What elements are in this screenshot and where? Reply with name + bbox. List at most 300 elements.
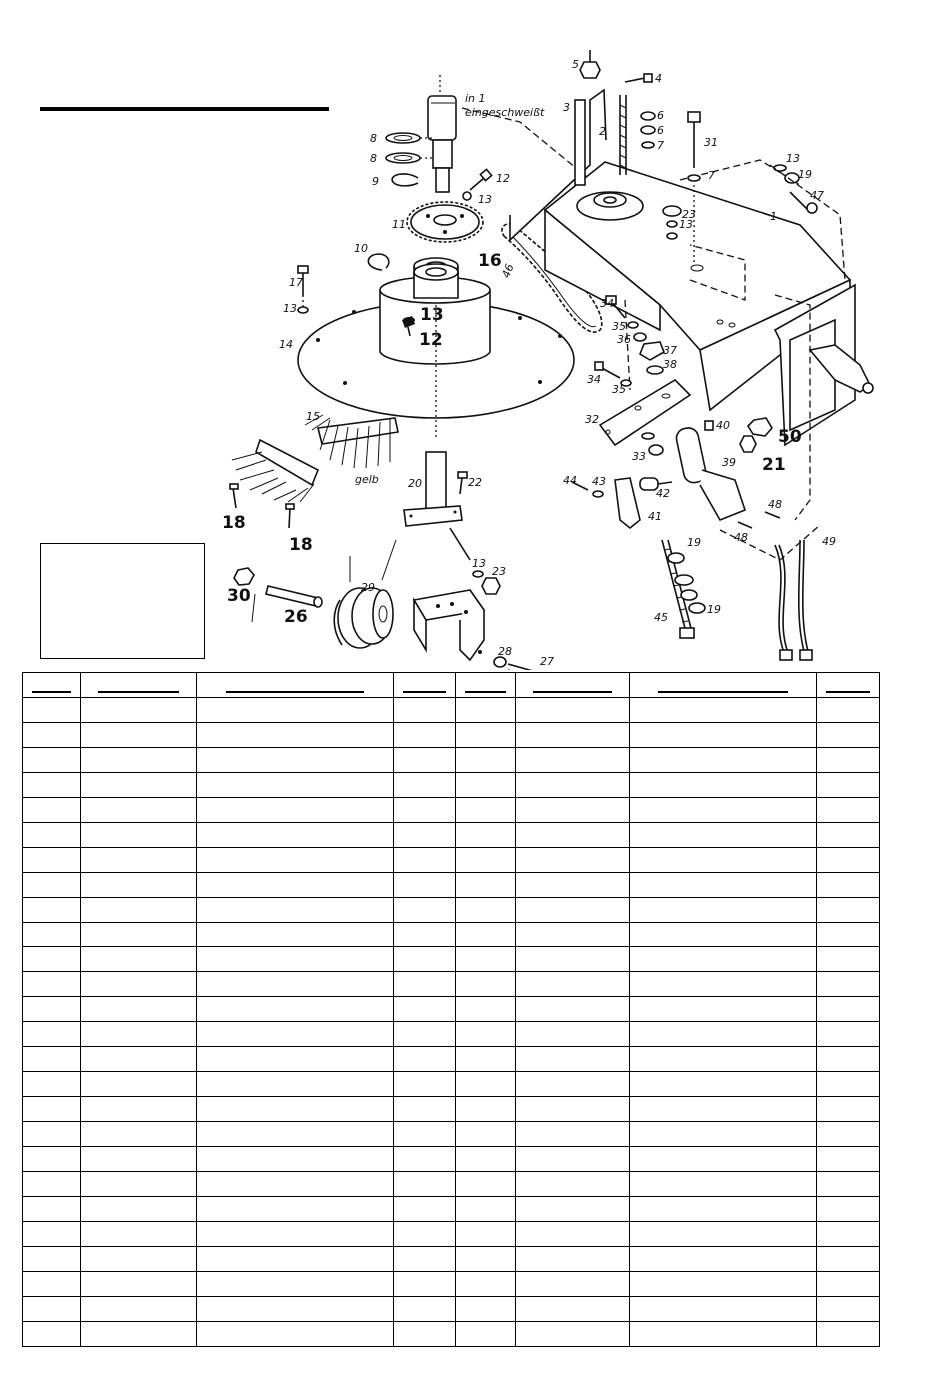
table-cell: [81, 747, 197, 772]
support-roller: [234, 540, 396, 648]
table-cell: [630, 1122, 817, 1147]
table-cell: [197, 1022, 394, 1047]
table-cell: [394, 722, 456, 747]
table-cell: [23, 772, 81, 797]
table-cell: [630, 1072, 817, 1097]
table-cell: [197, 1172, 394, 1197]
table-cell: [630, 1221, 817, 1246]
table-cell: [197, 1321, 394, 1346]
part-label: 29: [361, 581, 375, 594]
table-cell: [630, 772, 817, 797]
part-label: 19: [798, 168, 812, 181]
table-cell: [81, 897, 197, 922]
table-cell: [516, 1197, 630, 1222]
part-label: 19: [687, 536, 701, 549]
table-cell: [817, 822, 880, 847]
parts-list-table: [22, 672, 880, 1347]
table-cell: [516, 1221, 630, 1246]
table-cell: [516, 947, 630, 972]
table-cell: [456, 797, 516, 822]
part-label: 27: [540, 655, 554, 668]
table-cell: [394, 1221, 456, 1246]
table-cell: [456, 997, 516, 1022]
part-label: 7: [657, 139, 664, 152]
table-cell: [630, 797, 817, 822]
table-cell: [197, 947, 394, 972]
table-cell: [23, 1122, 81, 1147]
table-header-cell: [456, 673, 516, 698]
table-cell: [81, 1047, 197, 1072]
table-row: [23, 1321, 880, 1346]
table-row: [23, 1296, 880, 1321]
table-cell: [516, 797, 630, 822]
table-cell: [456, 872, 516, 897]
table-cell: [630, 847, 817, 872]
table-row: [23, 1097, 880, 1122]
table-header-cell: [817, 673, 880, 698]
table-cell: [81, 1271, 197, 1296]
table-cell: [630, 1047, 817, 1072]
table-row: [23, 1221, 880, 1246]
table-cell: [456, 747, 516, 772]
table-cell: [456, 847, 516, 872]
part-label: 41: [648, 510, 662, 523]
part-label: 37: [663, 344, 677, 357]
table-row: [23, 1072, 880, 1097]
part-label: 3: [563, 101, 570, 114]
part-label: 9: [372, 175, 379, 188]
annotation-in-1: in 1: [465, 92, 486, 105]
table-cell: [23, 1296, 81, 1321]
table-cell: [81, 1321, 197, 1346]
table-cell: [456, 1047, 516, 1072]
table-row: [23, 1122, 880, 1147]
table-cell: [81, 847, 197, 872]
header-rule: [98, 691, 179, 693]
part-label: 16: [478, 251, 502, 271]
table-cell: [23, 1221, 81, 1246]
table-cell: [197, 972, 394, 997]
table-cell: [197, 1246, 394, 1271]
table-cell: [81, 1221, 197, 1246]
table-cell: [817, 1246, 880, 1271]
part-label: 28: [498, 645, 512, 658]
table-cell: [23, 1097, 81, 1122]
table-row: [23, 822, 880, 847]
table-header-cell: [81, 673, 197, 698]
parts-table-body: [23, 673, 880, 1347]
part-label: 17: [289, 276, 303, 289]
part-label: 23: [492, 565, 506, 578]
part-label: 6: [657, 124, 664, 137]
table-cell: [516, 997, 630, 1022]
table-row: [23, 897, 880, 922]
part-label: 39: [722, 456, 736, 469]
table-row: [23, 847, 880, 872]
table-cell: [630, 972, 817, 997]
table-cell: [23, 822, 81, 847]
table-cell: [197, 847, 394, 872]
part-label: 31: [704, 136, 718, 149]
table-cell: [81, 1022, 197, 1047]
table-cell: [197, 997, 394, 1022]
part-label: 13: [472, 557, 486, 570]
table-cell: [197, 797, 394, 822]
table-cell: [516, 1172, 630, 1197]
table-cell: [394, 1047, 456, 1072]
part-label: 48: [768, 498, 782, 511]
part-label: 30: [227, 586, 251, 606]
table-cell: [817, 772, 880, 797]
table-row: [23, 697, 880, 722]
table-cell: [197, 1296, 394, 1321]
table-cell: [197, 1221, 394, 1246]
circlip: [368, 254, 388, 270]
table-cell: [394, 1022, 456, 1047]
part-label: 20: [408, 477, 422, 490]
table-cell: [456, 1271, 516, 1296]
table-cell: [197, 1122, 394, 1147]
mounting-post: [404, 452, 500, 594]
table-cell: [81, 797, 197, 822]
table-cell: [516, 697, 630, 722]
table-row: [23, 1197, 880, 1222]
annotation-welded: eingeschweißt: [465, 106, 545, 119]
table-cell: [394, 972, 456, 997]
height-adjust-bracket: [572, 478, 705, 638]
part-label: 18: [222, 513, 246, 533]
table-cell: [23, 872, 81, 897]
table-header-cell: [630, 673, 817, 698]
part-label: 13: [478, 193, 492, 206]
table-cell: [23, 1022, 81, 1047]
table-cell: [817, 947, 880, 972]
table-cell: [456, 1172, 516, 1197]
table-cell: [197, 1097, 394, 1122]
part-label: 21: [762, 455, 786, 475]
table-cell: [197, 722, 394, 747]
part-label: 4: [655, 72, 662, 85]
table-cell: [817, 1072, 880, 1097]
table-row: [23, 997, 880, 1022]
shaft-assembly: [386, 75, 456, 192]
table-cell: [394, 1172, 456, 1197]
table-cell: [81, 1172, 197, 1197]
header-rule: [533, 691, 612, 693]
part-label: 26: [284, 607, 308, 627]
table-cell: [630, 1022, 817, 1047]
table-cell: [630, 747, 817, 772]
part-label: 35: [612, 320, 626, 333]
table-cell: [197, 1147, 394, 1172]
part-label: 8: [370, 152, 377, 165]
table-cell: [81, 1122, 197, 1147]
table-cell: [817, 1047, 880, 1072]
table-cell: [81, 822, 197, 847]
table-cell: [23, 922, 81, 947]
table-cell: [817, 972, 880, 997]
part-label: 34: [600, 297, 614, 310]
part-label: 44: [563, 474, 577, 487]
table-row: [23, 872, 880, 897]
part-label: 36: [617, 333, 631, 346]
table-header-cell: [23, 673, 81, 698]
table-cell: [630, 697, 817, 722]
table-cell: [394, 922, 456, 947]
table-row: [23, 972, 880, 997]
table-cell: [394, 1271, 456, 1296]
part-label: 43: [592, 475, 606, 488]
table-row: [23, 747, 880, 772]
table-cell: [81, 1197, 197, 1222]
table-cell: [630, 1097, 817, 1122]
table-row: [23, 772, 880, 797]
table-cell: [456, 1097, 516, 1122]
table-cell: [456, 947, 516, 972]
table-cell: [197, 697, 394, 722]
table-cell: [23, 1321, 81, 1346]
table-cell: [456, 1246, 516, 1271]
table-cell: [456, 822, 516, 847]
table-cell: [81, 772, 197, 797]
table-cell: [516, 1072, 630, 1097]
table-cell: [630, 1321, 817, 1346]
table-cell: [817, 897, 880, 922]
brush-disc: [298, 264, 574, 440]
table-cell: [23, 947, 81, 972]
table-cell: [23, 797, 81, 822]
table-cell: [81, 1296, 197, 1321]
table-cell: [630, 1172, 817, 1197]
table-cell: [394, 1122, 456, 1147]
table-cell: [81, 972, 197, 997]
table-cell: [23, 1072, 81, 1097]
table-cell: [630, 1271, 817, 1296]
table-cell: [394, 1246, 456, 1271]
table-cell: [516, 1047, 630, 1072]
table-cell: [197, 1072, 394, 1097]
table-cell: [630, 997, 817, 1022]
table-cell: [817, 1172, 880, 1197]
table-header-cell: [197, 673, 394, 698]
part-label: 45: [654, 611, 668, 624]
table-cell: [23, 1246, 81, 1271]
header-rule: [226, 691, 363, 693]
table-row: [23, 722, 880, 747]
table-cell: [817, 872, 880, 897]
header-rule: [658, 691, 788, 693]
table-cell: [23, 697, 81, 722]
header-rule: [826, 691, 869, 693]
table-cell: [81, 722, 197, 747]
table-cell: [197, 1047, 394, 1072]
part-label: 13: [786, 152, 800, 165]
part-label: 14: [279, 338, 293, 351]
table-cell: [817, 997, 880, 1022]
table-cell: [81, 922, 197, 947]
table-cell: [817, 1221, 880, 1246]
part-label: 22: [468, 476, 482, 489]
part-label: 50: [778, 427, 802, 447]
table-cell: [394, 797, 456, 822]
table-cell: [817, 1197, 880, 1222]
table-row: [23, 1246, 880, 1271]
table-cell: [516, 772, 630, 797]
part-label: 48: [734, 531, 748, 544]
table-cell: [197, 772, 394, 797]
part-label: 38: [663, 358, 677, 371]
table-cell: [516, 972, 630, 997]
brush-segments: [230, 415, 398, 528]
part-label: 23: [682, 208, 696, 221]
table-cell: [197, 922, 394, 947]
table-cell: [456, 1072, 516, 1097]
table-cell: [456, 897, 516, 922]
table-header-row: [23, 673, 880, 698]
table-cell: [630, 1246, 817, 1271]
table-cell: [456, 1221, 516, 1246]
table-row: [23, 1271, 880, 1296]
table-cell: [817, 1321, 880, 1346]
part-label: 15: [306, 410, 320, 423]
table-cell: [817, 697, 880, 722]
table-cell: [516, 1321, 630, 1346]
table-header-cell: [394, 673, 456, 698]
table-cell: [456, 1147, 516, 1172]
part-label: 8: [370, 132, 377, 145]
part-label: 12: [496, 172, 510, 185]
part-label: 11: [392, 218, 406, 231]
part-label: 46: [499, 262, 517, 280]
part-label: 12: [419, 330, 443, 350]
table-cell: [23, 1197, 81, 1222]
header-rule: [403, 691, 446, 693]
table-row: [23, 947, 880, 972]
table-cell: [630, 1147, 817, 1172]
table-cell: [817, 722, 880, 747]
table-cell: [394, 1147, 456, 1172]
table-cell: [456, 1197, 516, 1222]
table-cell: [456, 1296, 516, 1321]
table-cell: [394, 947, 456, 972]
table-cell: [630, 722, 817, 747]
table-cell: [456, 972, 516, 997]
table-row: [23, 797, 880, 822]
table-cell: [630, 1296, 817, 1321]
table-cell: [456, 772, 516, 797]
table-cell: [23, 972, 81, 997]
table-cell: [197, 822, 394, 847]
table-cell: [516, 1122, 630, 1147]
table-cell: [394, 822, 456, 847]
table-cell: [630, 1197, 817, 1222]
table-cell: [516, 1246, 630, 1271]
part-label: 1: [770, 210, 777, 223]
table-cell: [394, 747, 456, 772]
table-cell: [81, 697, 197, 722]
part-label: 6: [657, 109, 664, 122]
table-cell: [817, 1271, 880, 1296]
table-cell: [516, 1097, 630, 1122]
table-cell: [394, 897, 456, 922]
header-rule: [465, 691, 506, 693]
table-cell: [23, 1172, 81, 1197]
table-cell: [81, 872, 197, 897]
table-row: [23, 1147, 880, 1172]
table-cell: [456, 922, 516, 947]
part-label: 42: [656, 487, 670, 500]
table-cell: [516, 822, 630, 847]
part-label: 40: [716, 419, 730, 432]
table-row: [23, 1172, 880, 1197]
table-cell: [394, 847, 456, 872]
table-cell: [456, 1321, 516, 1346]
table-row: [23, 1022, 880, 1047]
table-cell: [394, 1321, 456, 1346]
table-cell: [516, 1271, 630, 1296]
table-cell: [630, 822, 817, 847]
table-cell: [516, 747, 630, 772]
table-cell: [456, 697, 516, 722]
part-label: 33: [632, 450, 646, 463]
table-cell: [81, 1072, 197, 1097]
table-cell: [394, 1097, 456, 1122]
table-cell: [197, 897, 394, 922]
table-cell: [394, 872, 456, 897]
table-cell: [23, 997, 81, 1022]
part-label: 34: [587, 373, 601, 386]
part-label: 13: [283, 302, 297, 315]
part-label: 2: [599, 125, 606, 138]
part-label: 18: [289, 535, 313, 555]
table-cell: [394, 1072, 456, 1097]
table-cell: [197, 747, 394, 772]
table-cell: [81, 947, 197, 972]
table-cell: [81, 1147, 197, 1172]
table-cell: [630, 922, 817, 947]
table-cell: [817, 797, 880, 822]
table-header-cell: [516, 673, 630, 698]
part-label: 35: [612, 383, 626, 396]
table-cell: [817, 1122, 880, 1147]
table-cell: [394, 772, 456, 797]
table-cell: [817, 1147, 880, 1172]
table-cell: [197, 1197, 394, 1222]
table-cell: [817, 1097, 880, 1122]
part-label: 5: [572, 58, 579, 71]
table-cell: [516, 1296, 630, 1321]
table-cell: [23, 897, 81, 922]
table-cell: [81, 1246, 197, 1271]
table-cell: [817, 847, 880, 872]
part-label: 49: [822, 535, 836, 548]
table-cell: [81, 1097, 197, 1122]
table-cell: [394, 697, 456, 722]
table-cell: [516, 1147, 630, 1172]
table-cell: [197, 1271, 394, 1296]
table-cell: [516, 847, 630, 872]
table-row: [23, 1047, 880, 1072]
table-cell: [516, 872, 630, 897]
table-cell: [516, 1022, 630, 1047]
part-label: 13: [420, 305, 444, 325]
part-label: 19: [707, 603, 721, 616]
exploded-parts-diagram: [0, 0, 950, 670]
table-cell: [817, 1296, 880, 1321]
table-cell: [516, 722, 630, 747]
part-label: 47: [810, 189, 824, 202]
part-label: 13: [679, 218, 693, 231]
